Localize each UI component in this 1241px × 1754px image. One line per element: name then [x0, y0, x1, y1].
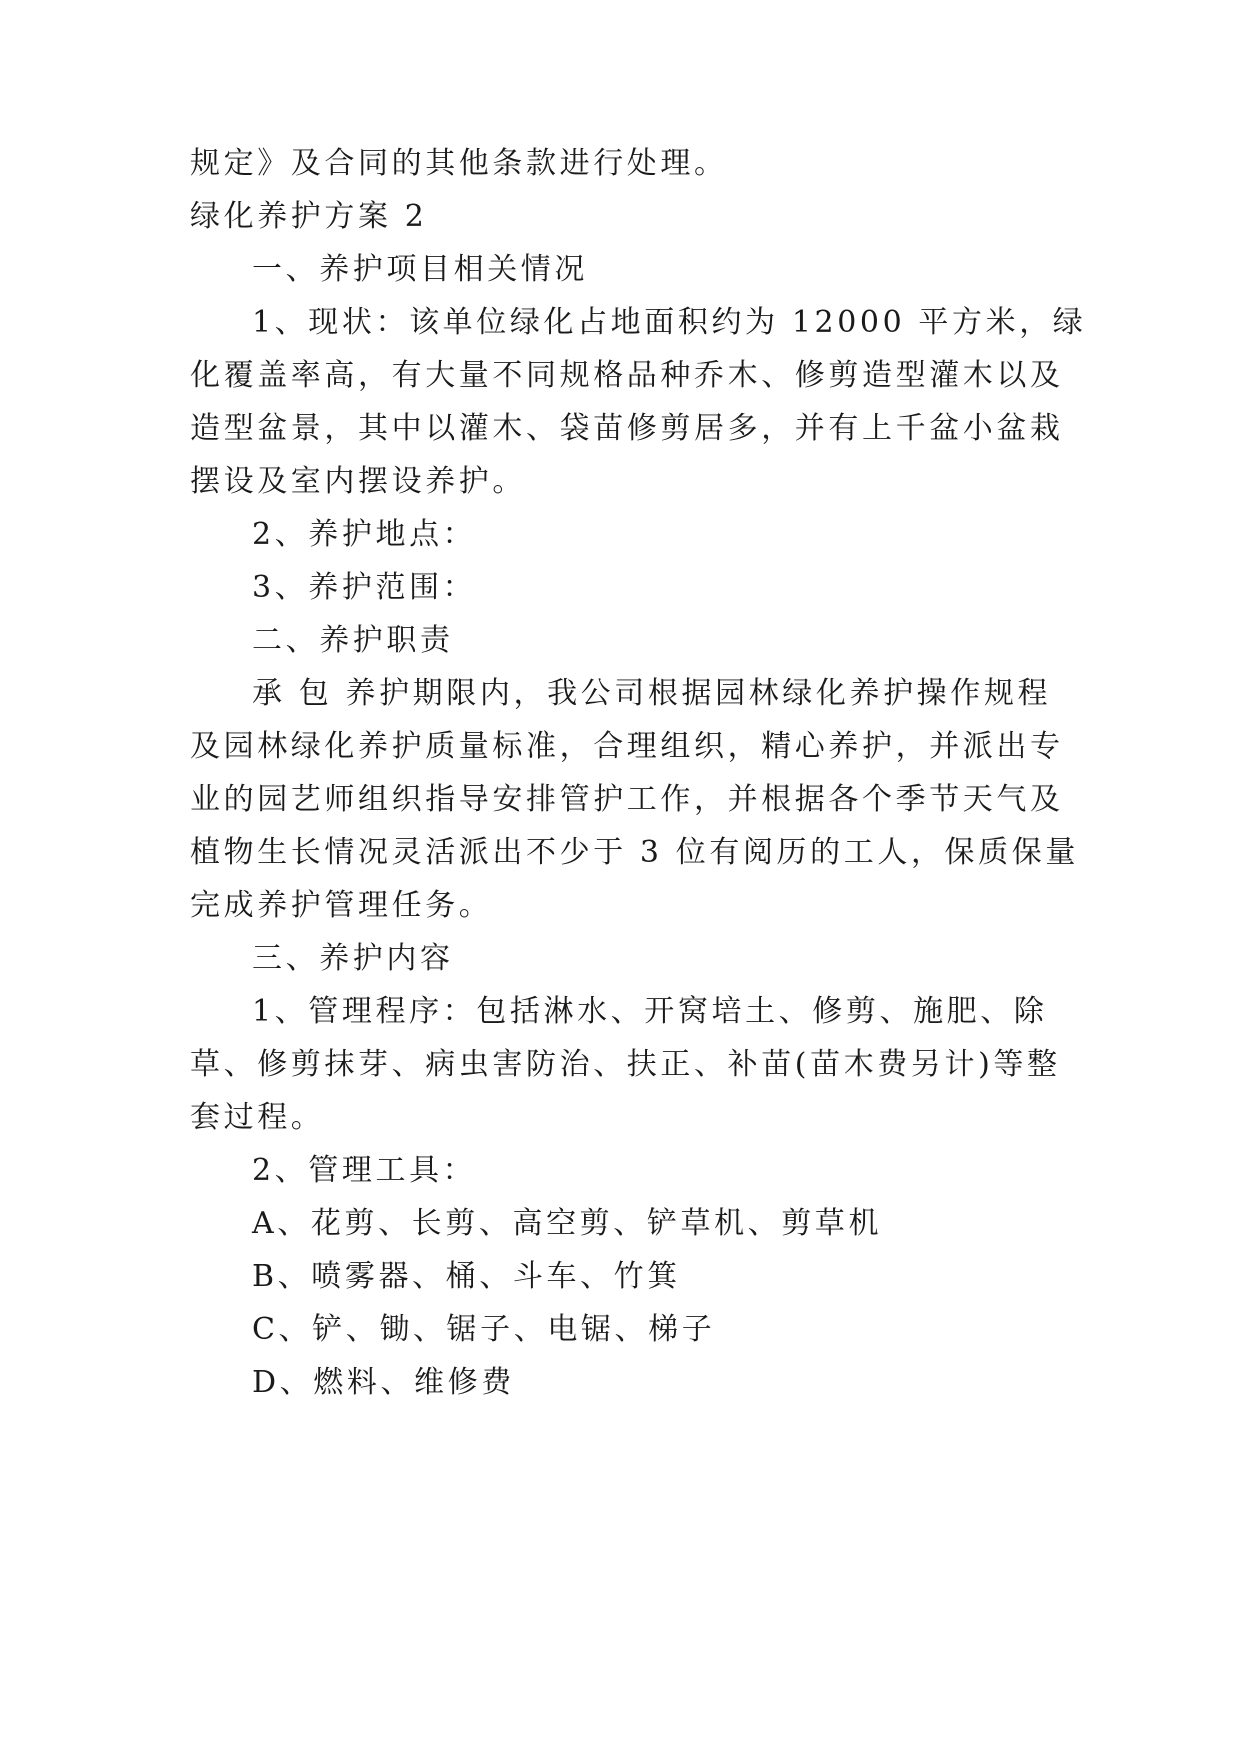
- text-line: 草、修剪抹芽、病虫害防治、扶正、补苗(苗木费另计)等整: [190, 1047, 1061, 1082]
- text-line-status: 1、现状：该单位绿化占地面积约为 12000 平方米，绿: [252, 305, 1087, 340]
- list-item-tools-b: B、喷雾器、桶、斗车、竹箕: [252, 1259, 681, 1294]
- section-title: 绿化养护方案 2: [190, 199, 428, 234]
- text-line-location: 2、养护地点：: [252, 517, 477, 552]
- text-line: 植物生长情况灵活派出不少于 3 位有阅历的工人，保质保量: [190, 835, 1079, 870]
- text-line-procedure: 1、管理程序：包括淋水、开窝培土、修剪、施肥、除: [252, 994, 1048, 1029]
- text-line: 套过程。: [190, 1100, 325, 1135]
- text-line-tools: 2、管理工具：: [252, 1153, 477, 1188]
- text-line: 业的园艺师组织指导安排管护工作，并根据各个季节天气及: [190, 782, 1064, 817]
- text-line: 摆设及室内摆设养护。: [190, 464, 526, 499]
- text-line: 造型盆景，其中以灌木、袋苗修剪居多，并有上千盆小盆栽: [190, 411, 1064, 446]
- list-item-tools-a: A、花剪、长剪、高空剪、铲草机、剪草机: [252, 1206, 883, 1241]
- text-line: 化覆盖率高，有大量不同规格品种乔木、修剪造型灌木以及: [190, 358, 1064, 393]
- list-item-tools-d: D、燃料、维修费: [252, 1365, 515, 1400]
- heading-maintenance-content: 三、养护内容: [252, 941, 454, 976]
- text-line: 完成养护管理任务。: [190, 888, 493, 923]
- list-item-tools-c: C、铲、锄、锯子、电锯、梯子: [252, 1312, 716, 1347]
- text-line-contract-period: 承 包 养护期限内，我公司根据园林绿化养护操作规程: [252, 676, 1052, 711]
- heading-project-overview: 一、养护项目相关情况: [252, 252, 588, 287]
- text-line-scope: 3、养护范围：: [252, 570, 477, 605]
- heading-responsibilities: 二、养护职责: [252, 623, 454, 658]
- text-line-contract-terms: 规定》及合同的其他条款进行处理。: [190, 146, 728, 181]
- text-line: 及园林绿化养护质量标准，合理组织，精心养护，并派出专: [190, 729, 1064, 764]
